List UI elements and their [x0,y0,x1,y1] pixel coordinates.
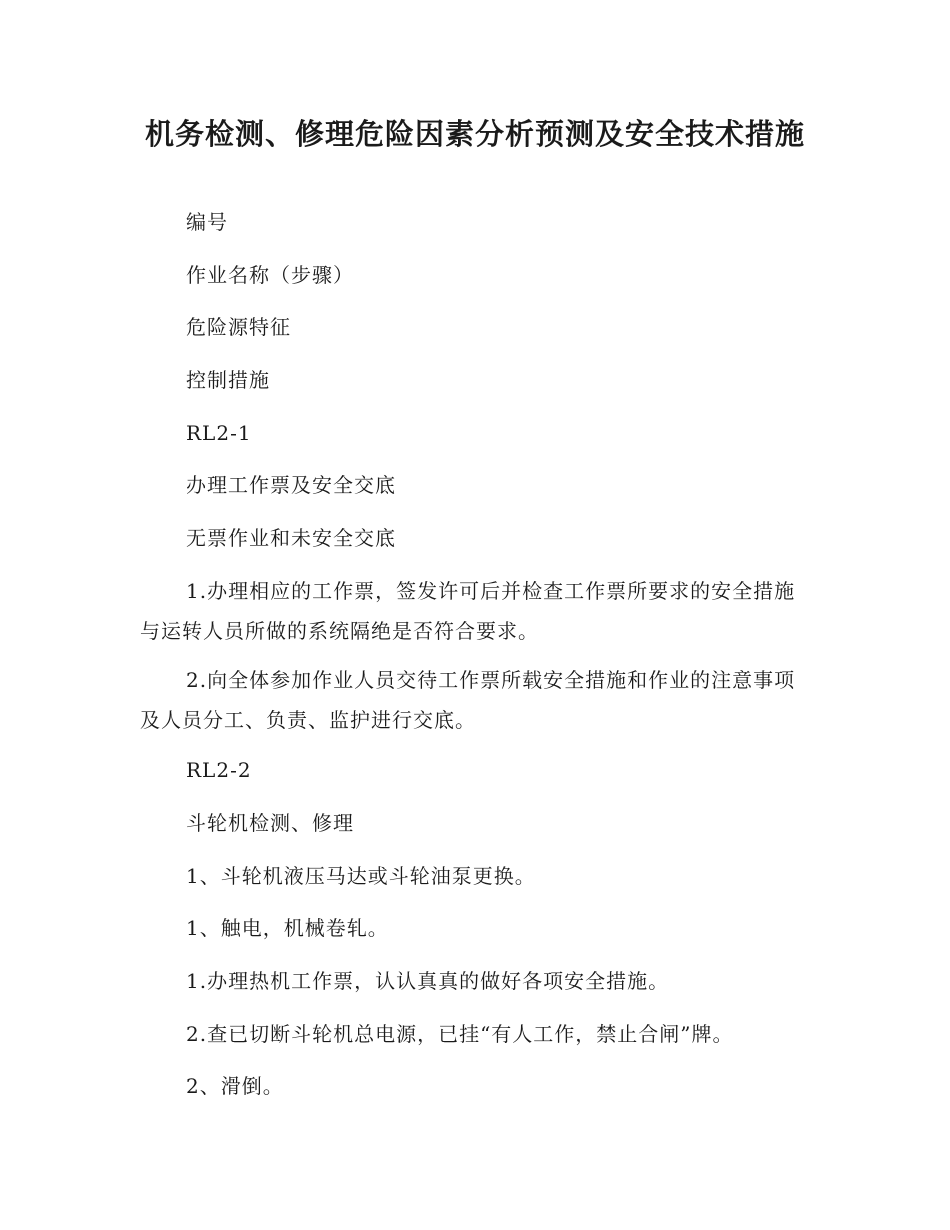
paragraph-operation-name-header: 作业名称（步骤） [186,263,354,287]
paragraph-measure-power-off: 2.查已切断斗轮机总电源，已挂“有人工作，禁止合闸”牌。 [186,1022,734,1046]
paragraph-control-header: 控制措施 [186,368,270,392]
document-title: 机务检测、修理危险因素分析预测及安全技术措施 [144,117,805,151]
paragraph-hazard-2: 2、滑倒。 [186,1074,284,1098]
paragraph-measure-1: 1.办理相应的工作票，签发许可后并检查工作票所要求的安全措施与运转人员所做的系统隔绝是否符合要求。 [140,579,796,643]
paragraph-hazard-header: 危险源特征 [186,315,291,339]
paragraph-code-rl2-2: RL2-2 [186,758,252,782]
paragraph-hazard-1: 1、触电，机械卷轧。 [186,916,389,940]
paragraph-step-1: 1、斗轮机液压马达或斗轮油泵更换。 [186,864,536,888]
paragraph-work-ticket: 办理工作票及安全交底 [186,473,396,497]
paragraph-number-header: 编号 [186,210,228,234]
paragraph-hazard-no-ticket: 无票作业和未安全交底 [186,526,396,550]
paragraph-measure-2: 2.向全体参加作业人员交待工作票所载安全措施和作业的注意事项及人员分工、负责、监护进行交底。 [140,668,796,732]
paragraph-bucket-wheel-repair: 斗轮机检测、修理 [186,811,354,835]
paragraph-code-rl2-1: RL2-1 [186,421,252,445]
paragraph-measure-hot-ticket: 1.办理热机工作票，认认真真的做好各项安全措施。 [186,969,670,993]
